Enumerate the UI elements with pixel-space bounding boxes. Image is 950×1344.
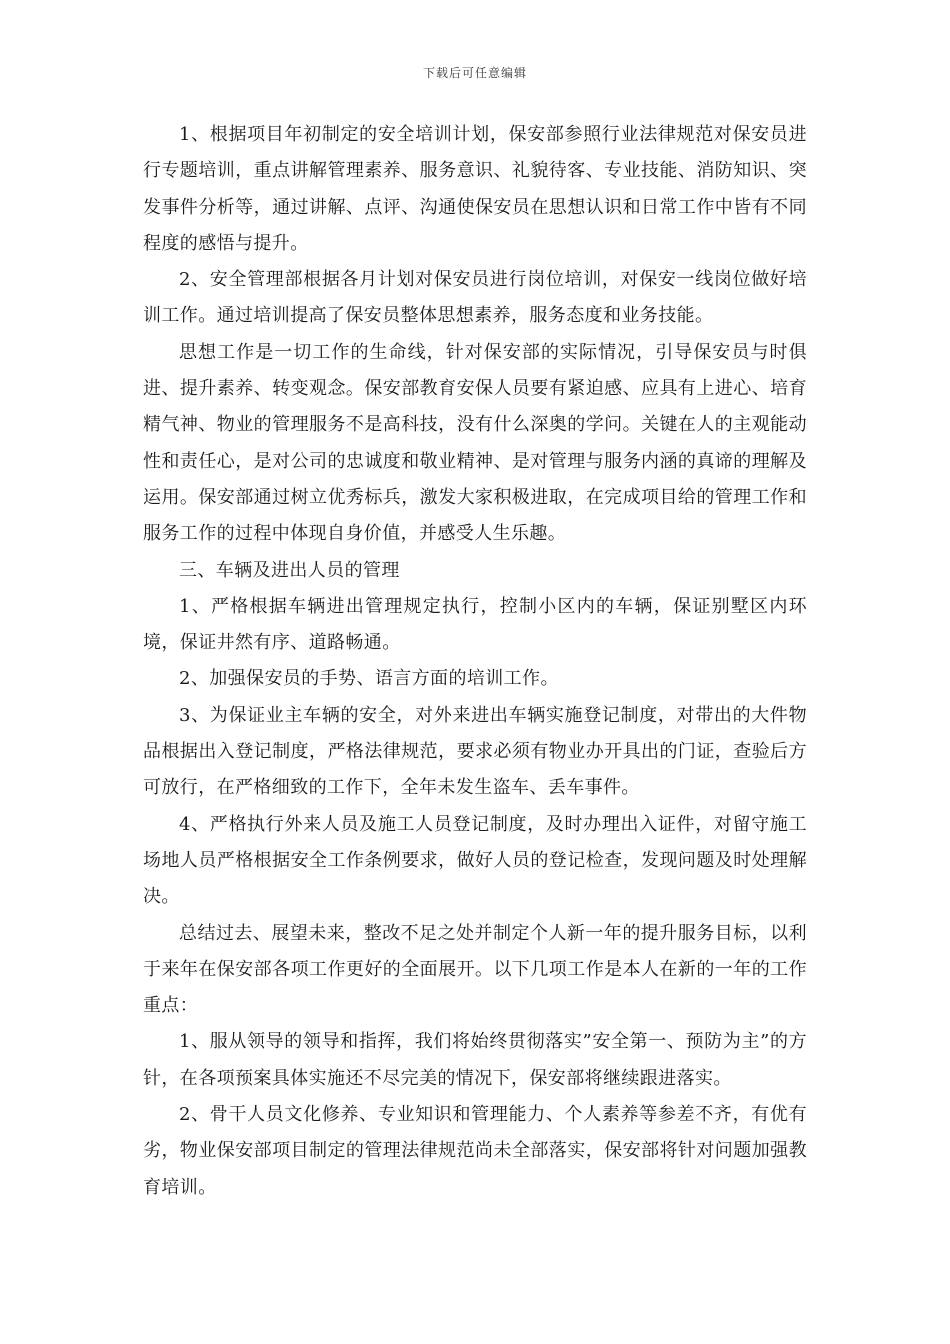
paragraph-vehicle-registration: 3、为保证业主车辆的安全，对外来进出车辆实施登记制度，对带出的大件物品根据出入登记制度，严格法律规范，要求必须有物业办开具出的门证，查验后方可放行，在严格细致的工作下，全年未发生盗车、丢车事件。 (143, 704, 807, 799)
paragraph-ideological-work: 思想工作是一切工作的生命线，针对保安部的实际情况，引导保安员与时俱进、提升素养、转变观念。保安部教育安保人员要有紧迫感、应具有上进心、培育精气神、物业的管理服务不是高科技，没有什么深奥的学问。关键在人的主观能动性和责任心，是对公司的忠诚度和敬业精神、是对管理与服务内涵的真谛的理解及运用。保安部通过树立优秀标兵，激发大家积极进取，在完成项目给的管理工作和服务工作的过程中体现自身价值，并感受人生乐趣。 (143, 341, 807, 545)
paragraph-vehicle-rules: 1、严格根据车辆进出管理规定执行，控制小区内的车辆，保证别墅区内环境，保证井然有序、道路畅通。 (143, 595, 807, 654)
paragraph-goal-2: 2、骨干人员文化修养、专业知识和管理能力、个人素养等参差不齐，有优有劣，物业保安部项目制定的管理法律规范尚未全部落实，保安部将针对问题加强教育培训。 (143, 1104, 807, 1198)
paragraph-post-training: 2、安全管理部根据各月计划对保安员进行岗位培训，对保安一线岗位做好培训工作。通过培训提高了保安员整体思想素养，服务态度和业务技能。 (143, 269, 807, 327)
paragraph-goal-1: 1、服从领导的领导和指挥，我们将始终贯彻落实”安全第一、预防为主”的方针，在各项预案具体实施还不尽完美的情况下，保安部将继续跟进落实。 (143, 1031, 807, 1089)
page-header: 下载后可任意编辑 (422, 66, 527, 80)
paragraph-gesture-training: 2、加强保安员的手势、语言方面的培训工作。 (179, 668, 559, 690)
paragraph-visitor-registration: 4、严格执行外来人员及施工人员登记制度，及时办理出入证件，对留守施工场地人员严格根据安全工作条例要求，做好人员的登记检查，发现问题及时处理解决。 (143, 813, 807, 908)
document-body (143, 117, 807, 1206)
paragraph-summary: 总结过去、展望未来，整改不足之处并制定个人新一年的提升服务目标，以利于来年在保安部各项工作更好的全面展开。以下几项工作是本人在新的一年的工作重点： (143, 922, 807, 1017)
section-heading-vehicle-management: 三、车辆及进出人员的管理 (179, 559, 400, 581)
paragraph-training-plan: 1、根据项目年初制定的安全培训计划，保安部参照行业法律规范对保安员进行专题培训，重点讲解管理素养、服务意识、礼貌待客、专业技能、消防知识、突发事件分析等，通过讲解、点评、沟通使保安员在思想认识和日常工作中皆有不同程度的感悟与提升。 (143, 124, 807, 254)
